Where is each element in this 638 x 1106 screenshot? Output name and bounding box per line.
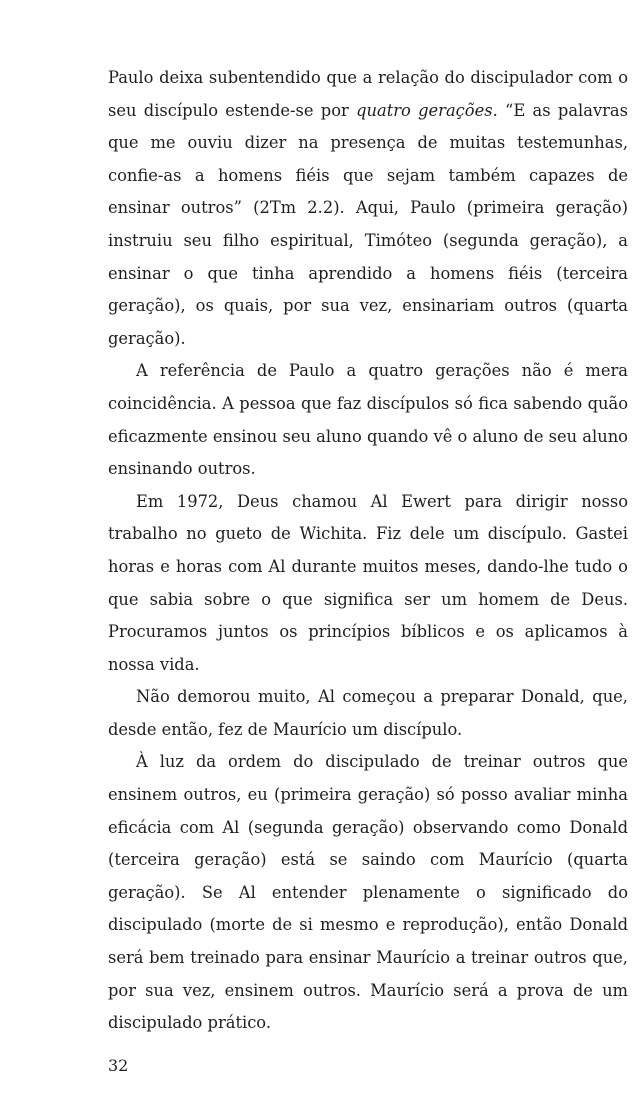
paragraph-1-after: . “E as palavras que me ouviu dizer na presença de muitas testemunhas, confie-as a homens fiéis que sejam também capazes de ensinar outros” (2Tm 2.2). Aqui, Paulo (primeira geração) instruiu seu filho espiritual, Timóteo (segunda geração), a ensinar o que tinha aprendido a homens fiéis (terceira geração), os quais, por sua vez, ensinariam outros (quarta geração). xyxy=(108,100,628,348)
paragraph-5: À luz da ordem do discipulado de treinar outros que ensinem outros, eu (primeira geração) só posso avaliar minha eficácia com Al (segunda geração) observando como Donald (terceira geração) está se saindo com Maurício (quarta geração). Se Al entender plenamente o significado do discipulado (morte de si mesmo e reprodução), então Donald será bem treinado para ensinar Maurício a treinar outros que, por sua vez, ensinem outros. Maurício será a prova de um discipulado prático. xyxy=(108,752,628,1033)
paragraph-1-emphasis: quatro gerações xyxy=(356,100,493,120)
body-text xyxy=(108,62,628,1040)
paragraph-4: Não demorou muito, Al começou a preparar Donald, que, desde então, fez de Maurício um discípulo. xyxy=(108,687,628,739)
paragraph-1-before: Paulo deixa subentendido que a relação do discipulador com o seu discípulo estende-se por xyxy=(108,68,628,120)
page-number: 32 xyxy=(108,1056,129,1075)
paragraph-3: Em 1972, Deus chamou Al Ewert para dirigir nosso trabalho no gueto de Wichita. Fiz dele um discípulo. Gastei horas e horas com Al durante muitos meses, dando-lhe tudo o que sabia sobre o que significa ser um homem de Deus. Procuramos juntos os princípios bíblicos e os aplicamos à nossa vida. xyxy=(108,491,628,674)
paragraph-2: A referência de Paulo a quatro gerações não é mera coincidência. A pessoa que faz discípulos só fica sabendo quão eficazmente ensinou seu aluno quando vê o aluno de seu aluno ensinando outros. xyxy=(108,361,628,479)
paragraph-1 xyxy=(108,62,628,355)
